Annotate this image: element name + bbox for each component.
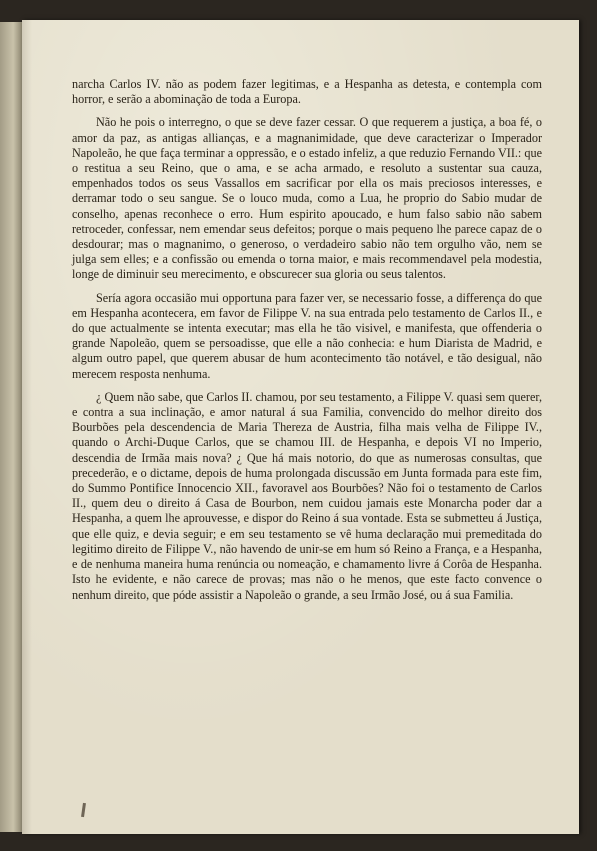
facing-page-edge — [0, 22, 22, 832]
paragraph-continuation: narcha Carlos IV. não as podem fazer legitimas, e a Hespanha as detesta, e contempla com horror, e serão a abominação de toda a Europa. — [72, 77, 542, 107]
paragraph-quem-nao-sabe: ¿ Quem não sabe, que Carlos II. chamou, por seu testamento, a Filippe V. quasi sem querer, e contra a sua inclinação, e amor natural á sua Familia, convencido do melhor direito dos Bourbões pela descendencia de Maria Thereza de Austria, filha mais velha de Filippe IV., quando o Archi-Duque Carlos, que se chamou III. de Hespanha, e depois VI no Imperio, descendia de Irmãa mais nova? ¿ Que há mais notorio, do que as numerosas consultas, que precederão, e o dictame, depois de huma prolongada discussão em Junta formada para este fim, do Summo Pontifice Innocencio XII., favoravel aos Bourbões? Não foi o testamento de Carlos II., quem deu o direito á Casa de Bourbon, nem cuidou jamais este Monarcha poder dar a Hespanha, a quem lhe aprouvesse, e dispor do Reino á sua vontade. Esta se submetteu á Justiça, que elle quiz, e devia seguir; e em seu testamento se vê huma declaração mui premeditada do legitimo direito de Filippe V., não havendo de unir-se em hum só Reino a França, e a Hespanha, e de nenhuma maneira huma renúncia ou nomeação, e chamamento livre á Corôa de Hespanha. Isto he evidente, e não carece de provas; mas não o he menos, que este facto convence o nenhum direito, que póde assistir a Napoleão o grande, a seu Irmão José, ou á sua Familia. — [72, 389, 542, 602]
paragraph-interregno: Não he pois o interregno, o que se deve fazer cessar. O que requerem a justiça, a boa fé, o amor da paz, as antigas allianças, e a magnanimidade, que deve caracterizar o Imperador Napoleão, he que faça terminar a oppressão, e o estado infeliz, a que reduzio Fernando VII.: que o restitua a seu Reino, que o ama, e se acha armado, e resoluto a sustentar sua cauza, empenhados todos os seus Vassallos em sacrificar por ella os mais preciosos interesses, e derramar todo o seu sangue. Se o louco muda, como a Lua, he proprio do Sabio mudar de conselho, apenas reconhece o erro. Hum espirito apoucado, e hum falso sabio não sabem retroceder, confessar, nem emendar seus defeitos; porque o mais pequeno lhe parece capaz de o desdourar; mas o magnanimo, o generoso, o verdadeiro sabio não tem orgulho vão, nem se julga sem elles; e a confissão ou emenda o torna maior, e mais recommendavel pela modestia, longe de diminuir seu merecimento, e obscurecer sua gloria ou seus talentos. — [72, 115, 542, 282]
page-text — [72, 77, 542, 611]
ink-mark — [81, 803, 86, 817]
book-page — [22, 20, 579, 834]
paragraph-occasiao: Sería agora occasião mui opportuna para fazer ver, se necessario fosse, a differença do que em Hespanha acontecera, em favor de Filippe V. na sua entrada pelo testamento de Carlos II., e do que actualmente se intenta executar; mas ella he tão visivel, e manifesta, que offenderia o grande Napoleão, quem se persoadisse, que elle a não conhecia: e hum Diarista de Madrid, e algum outro papel, que querem abusar de hum acontecimento tão notável, e tão desigual, não merecem resposta nenhuma. — [72, 290, 542, 381]
